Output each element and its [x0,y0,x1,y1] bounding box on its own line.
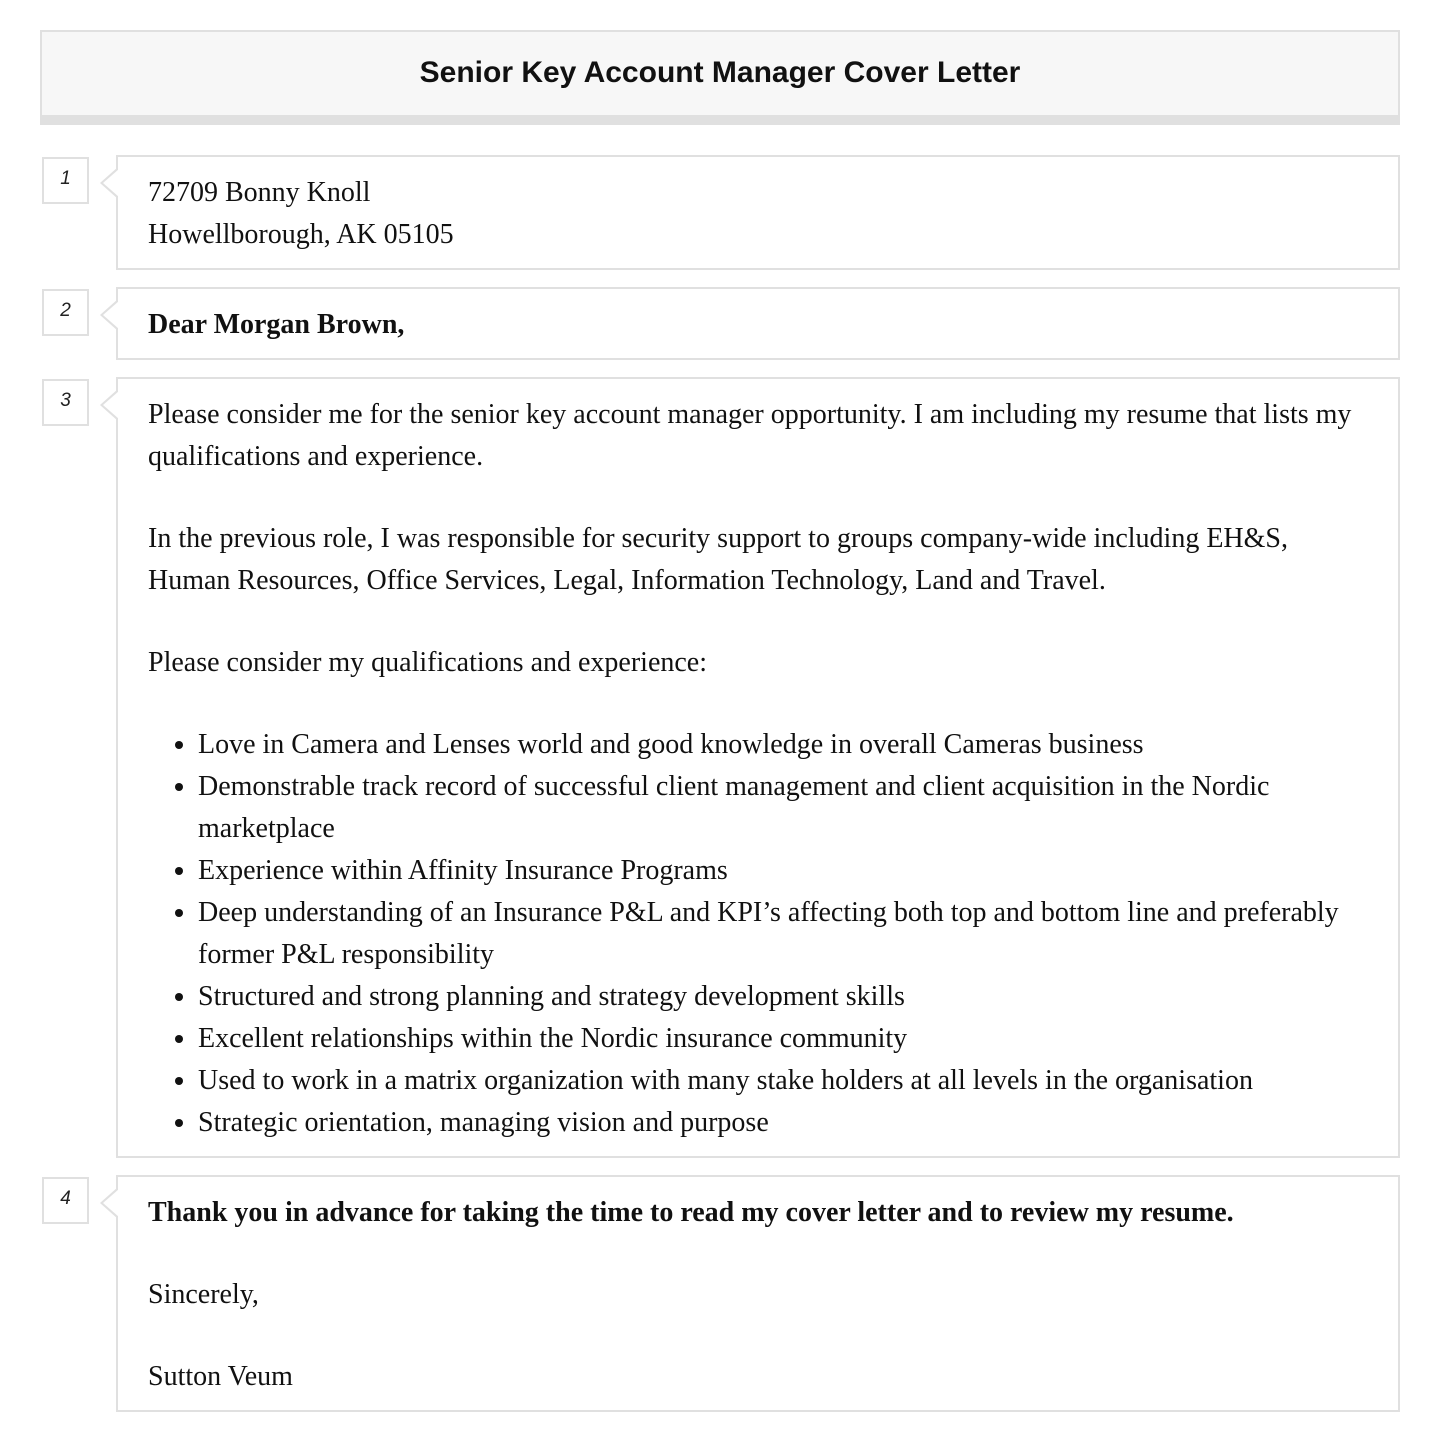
pointer-arrow-icon [100,299,118,331]
signoff: Sincerely, [148,1279,259,1310]
closing-statement: Thank you in advance for taking the time to read my cover letter and to review my resume. [148,1197,1234,1228]
address-line-1: 72709 Bonny Knoll [148,177,371,208]
list-item: • Love in Camera and Lenses world and good knowledge in overall Cameras business [198,724,1368,766]
list-item: • Demonstrable track record of successful client management and client acquisition in the Nordic marketplace [198,766,1368,850]
address-line-2: Howellborough, AK 05105 [148,219,454,250]
qualifications-list [148,724,1368,1144]
list-item: • Deep understanding of an Insurance P&L and KPI’s affecting both top and bottom line and preferably former P&L responsibility [198,892,1368,976]
list-item: • Excellent relationships within the Nordic insurance community [198,1018,1368,1060]
pointer-arrow-icon [100,167,118,199]
section-content-box [116,377,1400,1158]
body-paragraph-intro: Please consider me for the senior key account manager opportunity. I am including my resume that lists my qualifications and experience. [148,399,1352,472]
list-item: • Experience within Affinity Insurance Programs [198,850,1368,892]
document-header [40,30,1400,125]
section-number-badge: 4 [42,1177,89,1224]
section-content-box [116,155,1400,270]
section-number-badge: 1 [42,157,89,204]
section-content-box [116,287,1400,360]
list-item: • Strategic orientation, managing vision and purpose [198,1102,1368,1144]
page-title: Senior Key Account Manager Cover Letter [419,55,1021,89]
body-paragraph-experience: In the previous role, I was responsible for security support to groups company-wide including EH&S, Human Resources, Office Services, Legal, Information Technology, Land and Travel. [148,523,1289,596]
list-item: • Structured and strong planning and strategy development skills [198,976,1368,1018]
pointer-arrow-icon [100,389,118,421]
signature: Sutton Veum [148,1361,293,1392]
body-paragraph-lead-in: Please consider my qualifications and experience: [148,647,708,678]
section-number-badge: 2 [42,289,89,336]
section-content-box [116,1175,1400,1412]
list-item: • Used to work in a matrix organization with many stake holders at all levels in the organisation [198,1060,1368,1102]
salutation: Dear Morgan Brown, [148,309,405,340]
section-number-badge: 3 [42,379,89,426]
pointer-arrow-icon [100,1187,118,1219]
